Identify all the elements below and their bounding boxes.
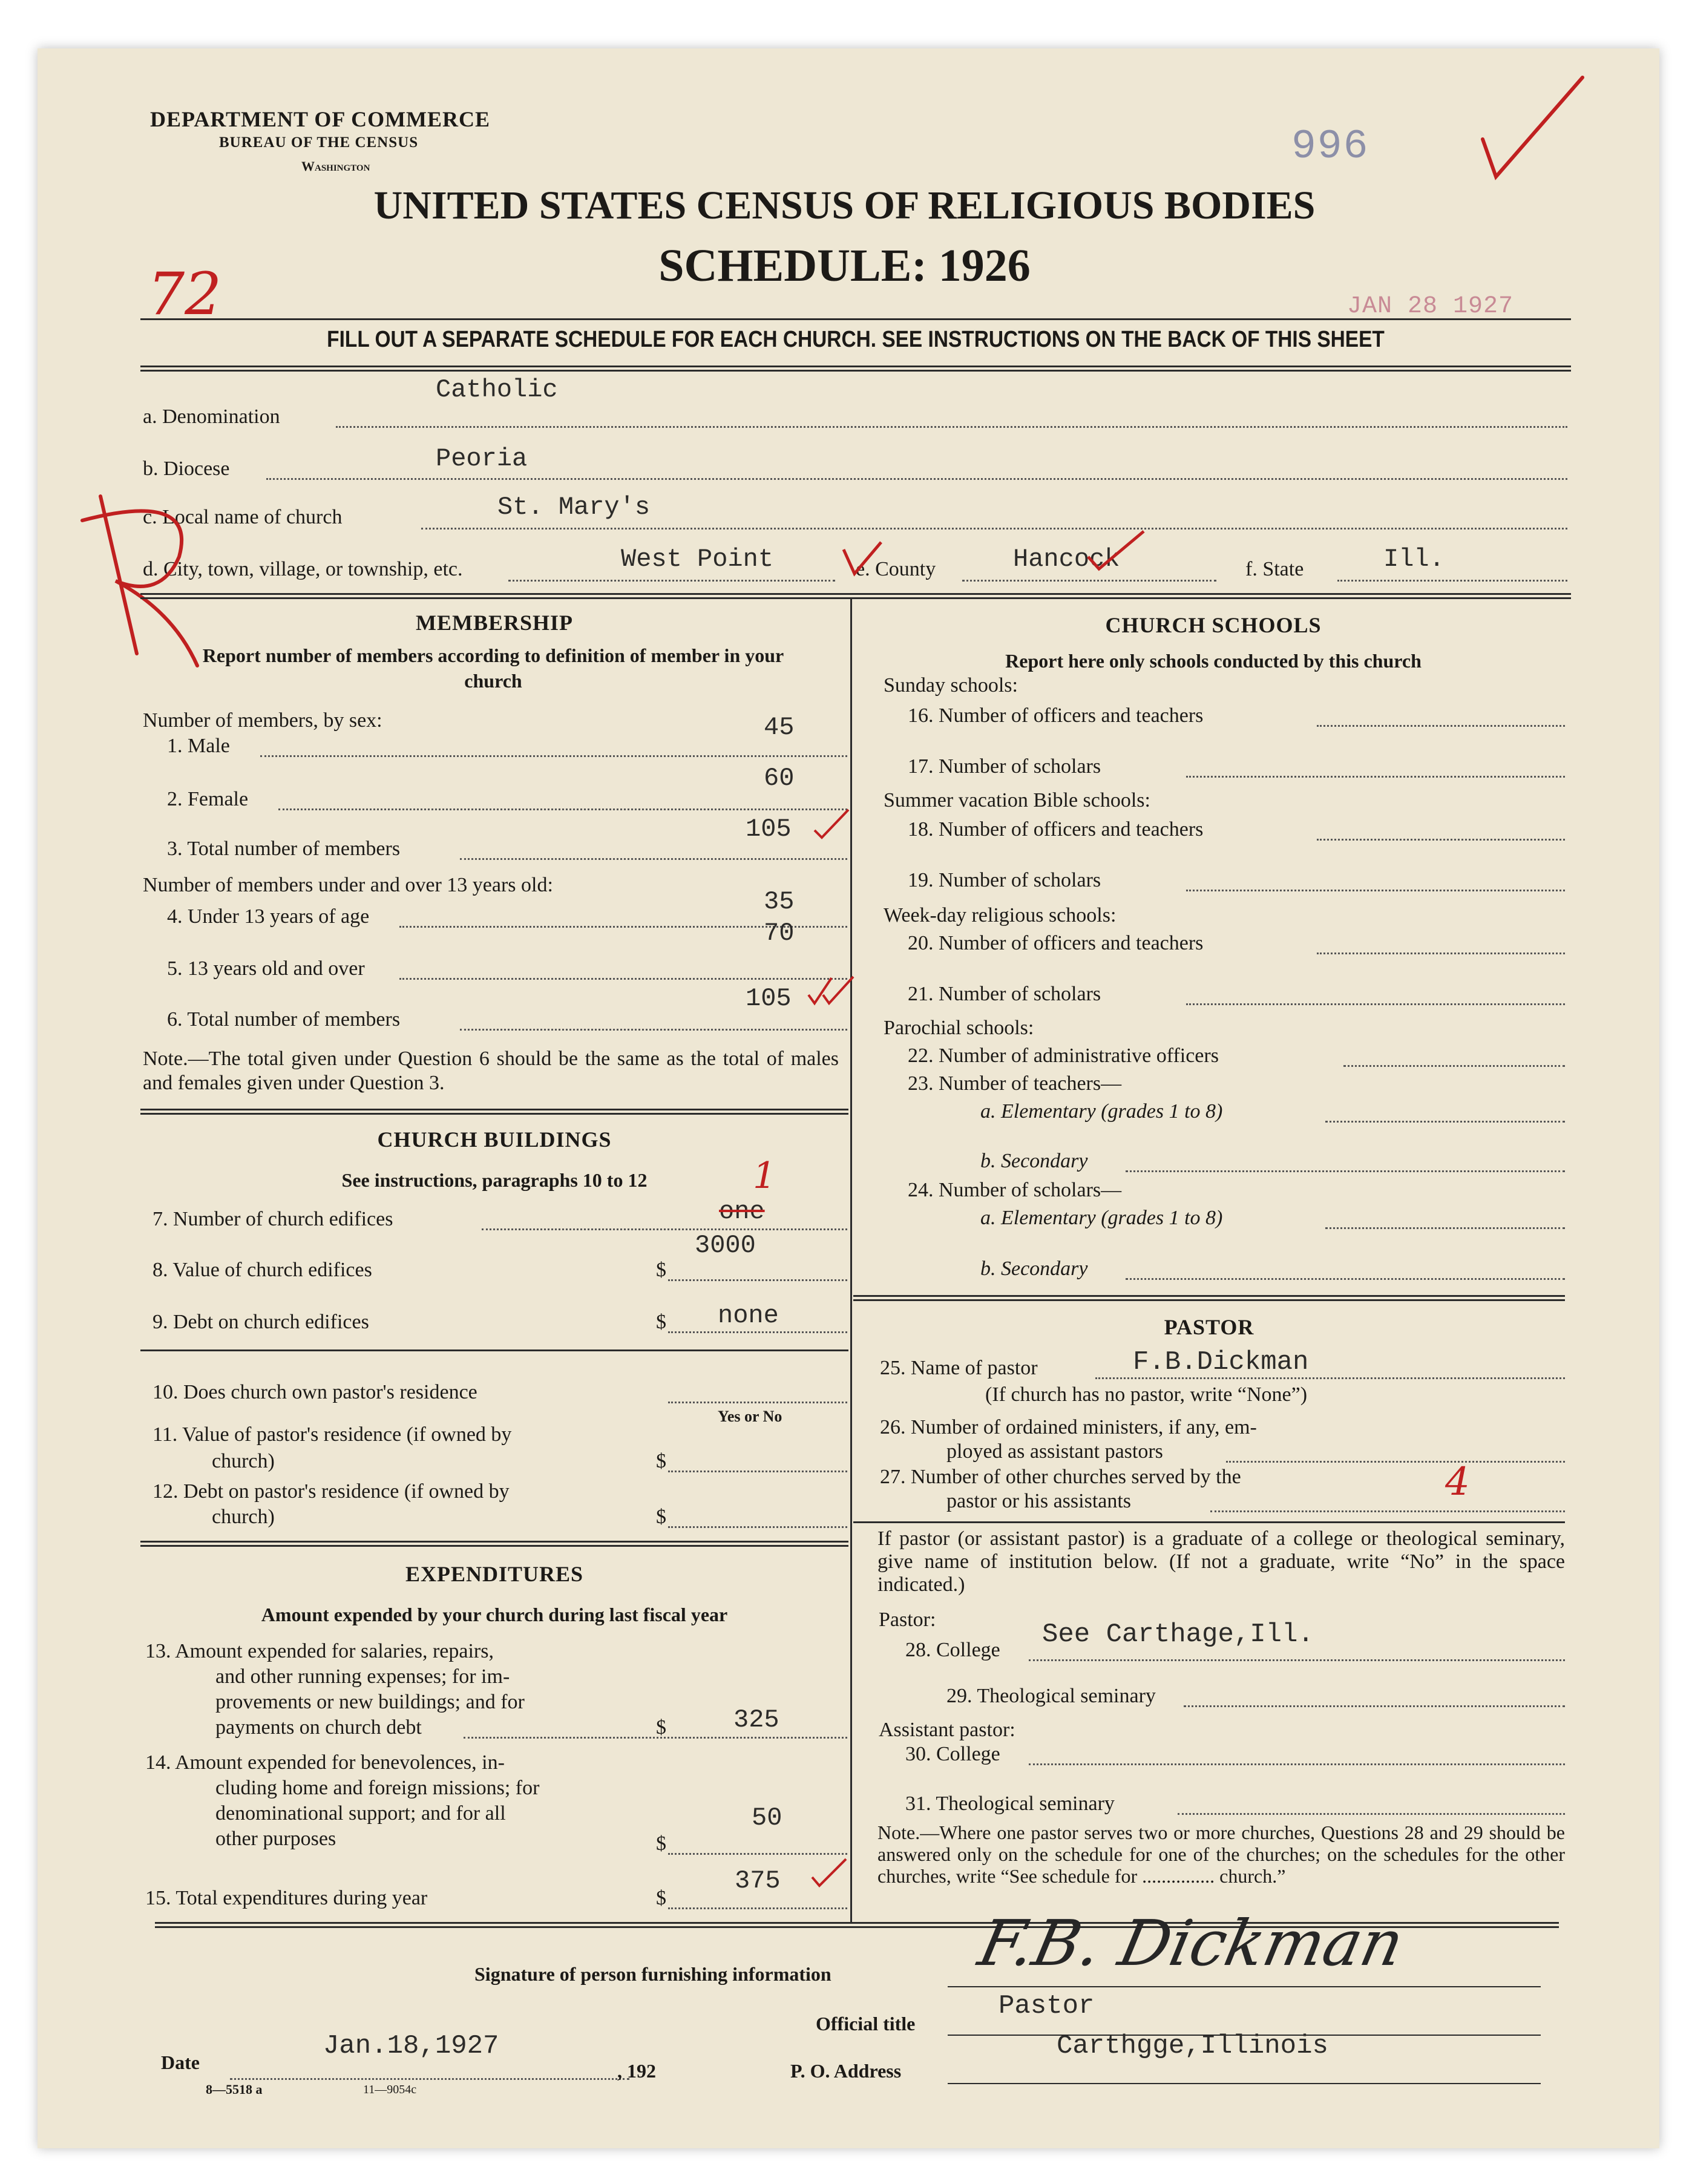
college-line (1029, 1659, 1565, 1661)
hand-written-number: 72 (148, 260, 222, 328)
summer-scholars-line (1186, 890, 1565, 891)
total-expenditures-value[interactable]: 375 (735, 1866, 781, 1895)
scholars-secondary-line (1126, 1278, 1565, 1280)
sunday-teachers-label: 16. Number of officers and teachers (908, 704, 1204, 727)
sunday-schools-label: Sunday schools: (884, 674, 1018, 697)
benevolences-line (668, 1853, 847, 1855)
diocese-label: b. Diocese (143, 457, 230, 480)
pastor-subheading: Pastor: (879, 1608, 936, 1631)
date-value[interactable]: Jan.18,1927 (323, 2031, 499, 2061)
date-line (230, 2078, 629, 2080)
total-expenditures-label: 15. Total expenditures during year (145, 1887, 428, 1909)
church-name-line (421, 528, 1567, 530)
signature-line (948, 1986, 1541, 1987)
members-by-sex-label: Number of members, by sex: (143, 709, 382, 732)
female-line (278, 808, 847, 810)
summer-schools-label: Summer vacation Bible schools: (884, 789, 1150, 812)
signature-label: Signature of person furnishing information (474, 1963, 831, 1985)
edifice-value-label: 8. Value of church edifices (153, 1259, 372, 1281)
assistant-ministers-label: 26. Number of ordained ministers, if any, em- (880, 1416, 1257, 1438)
bureau-city: Washington (301, 159, 370, 174)
assistant-ministers-label-2: ployed as assistant pastors (946, 1440, 1163, 1463)
red-tick-expenditures-icon (808, 1855, 851, 1892)
scholars-label: 24. Number of scholars— (908, 1179, 1122, 1201)
sunday-teachers-line (1317, 725, 1565, 727)
benevolences-value[interactable]: 50 (752, 1803, 782, 1832)
church-name-label: c. Local name of church (143, 506, 343, 528)
over-13-value[interactable]: 70 (764, 919, 795, 948)
scholars-secondary-label: b. Secondary (980, 1258, 1088, 1280)
assistant-seminary-label: 31. Theological seminary (905, 1792, 1115, 1815)
denomination-label: a. Denomination (143, 405, 280, 428)
sunday-scholars-line (1186, 776, 1565, 778)
pastor-name-value[interactable]: F.B.Dickman (1133, 1347, 1309, 1377)
members-by-age-label: Number of members under and over 13 years old: (143, 874, 553, 896)
residence-value-label: 11. Value of pastor's residence (if owned by (153, 1423, 512, 1446)
teachers-label: 23. Number of teachers— (908, 1072, 1122, 1095)
teachers-elementary-label: a. Elementary (grades 1 to 8) (980, 1100, 1223, 1123)
benevolences-label: 14. Amount expended for benevolences, in- (145, 1751, 505, 1774)
official-title-value[interactable]: Pastor (999, 1991, 1095, 2021)
red-double-tick-icon (805, 973, 859, 1009)
weekday-schools-label: Week-day religious schools: (884, 904, 1117, 926)
residence-value-line (668, 1471, 847, 1472)
weekday-scholars-label: 21. Number of scholars (908, 983, 1101, 1005)
total-expenditures-line (668, 1907, 847, 1909)
form-number: 8—5518 a (206, 2082, 263, 2097)
print-number: 11—9054c (363, 2083, 417, 2096)
church-edifices-value[interactable]: one (719, 1197, 765, 1226)
membership-heading: MEMBERSHIP (415, 611, 573, 635)
total-by-age-line (460, 1029, 847, 1031)
county-label: e. County (856, 558, 936, 580)
red-tick-total-icon (811, 806, 853, 842)
schools-heading: CHURCH SCHOOLS (1105, 613, 1322, 637)
rule (140, 318, 1571, 320)
running-expenses-value[interactable]: 325 (733, 1705, 779, 1734)
membership-subheading: Report number of members according to definition of member in your church (202, 644, 784, 692)
rule (140, 1349, 848, 1351)
edifice-debt-value[interactable]: none (718, 1301, 779, 1330)
admin-officers-label: 22. Number of administrative officers (908, 1044, 1219, 1067)
pastor-name-label: 25. Name of pastor (880, 1357, 1038, 1379)
diocese-line (266, 478, 1567, 480)
total-by-age-label: 6. Total number of members (167, 1008, 401, 1031)
male-line (260, 755, 847, 757)
double-rule (140, 1109, 848, 1115)
church-edifices-label: 7. Number of church edifices (153, 1208, 393, 1230)
buildings-subheading: See instructions, paragraphs 10 to 12 (341, 1169, 648, 1191)
state-value[interactable]: Ill. (1383, 545, 1445, 574)
date-label: Date (161, 2051, 200, 2073)
church-edifices-line (482, 1228, 847, 1230)
membership-note: Note.—The total given under Question 6 should be the same as the total of males and females given under Question 3. (143, 1048, 839, 1094)
assistant-college-line (1029, 1763, 1565, 1765)
weekday-scholars-line (1186, 1003, 1565, 1005)
buildings-heading: CHURCH BUILDINGS (377, 1127, 612, 1152)
state-line (1337, 580, 1567, 582)
summer-teachers-label: 18. Number of officers and teachers (908, 818, 1204, 841)
seminary-line (1184, 1705, 1565, 1707)
dollar-sign: $ (656, 1506, 666, 1528)
city-label: d. City, town, village, or township, etc. (143, 558, 463, 580)
total-by-age-value[interactable]: 105 (746, 984, 792, 1013)
pastor-name-hint: (If church has no pastor, write “None”) (985, 1383, 1308, 1406)
edifice-value-line (668, 1279, 847, 1281)
residence-debt-line (668, 1526, 847, 1528)
double-rule (140, 1541, 848, 1547)
scholars-elementary-label: a. Elementary (grades 1 to 8) (980, 1207, 1223, 1229)
dollar-sign: $ (656, 1887, 666, 1909)
teachers-secondary-line (1126, 1170, 1565, 1172)
weekday-teachers-label: 20. Number of officers and teachers (908, 932, 1204, 954)
residence-debt-label-2: church) (212, 1506, 275, 1528)
po-address-label: P. O. Address (790, 2060, 902, 2082)
city-line (508, 580, 835, 582)
running-expenses-label-3: provements or new buildings; and for (215, 1691, 525, 1713)
owns-residence-line (668, 1402, 847, 1403)
running-expenses-label-2: and other running expenses; for im- (215, 1665, 510, 1688)
residence-debt-label: 12. Debt on pastor's residence (if owned by (153, 1480, 510, 1503)
under-13-label: 4. Under 13 years of age (167, 905, 370, 928)
double-rule (140, 366, 1571, 372)
pastor-heading: PASTOR (1164, 1315, 1254, 1339)
red-tick-county-icon (1083, 526, 1150, 575)
weekday-teachers-line (1317, 953, 1565, 954)
graduate-instructions: If pastor (or assistant pastor) is a graduate of a college or theological seminary, give name of institution below. (If not a graduate, write “No” in the space indicated.) (877, 1527, 1565, 1596)
double-rule (140, 593, 1571, 599)
benevolences-label-4: other purposes (215, 1828, 336, 1850)
edifice-debt-line (668, 1331, 847, 1333)
male-value[interactable]: 45 (764, 713, 795, 742)
other-churches-label-2: pastor or his assistants (946, 1490, 1132, 1512)
female-value[interactable]: 60 (764, 764, 795, 793)
column-divider (850, 598, 852, 1923)
college-label: 28. College (905, 1639, 1000, 1661)
schools-subheading: Report here only schools conducted by this church (1005, 650, 1422, 672)
church-name-value[interactable]: St. Mary's (497, 493, 651, 522)
running-expenses-line (464, 1737, 847, 1739)
under-13-value[interactable]: 35 (764, 887, 795, 916)
po-address-line (948, 2083, 1541, 2084)
over-13-label: 5. 13 years old and over (167, 957, 365, 980)
denomination-line (336, 426, 1567, 428)
department-name: DEPARTMENT OF COMMERCE (150, 107, 491, 131)
assistant-pastor-subheading: Assistant pastor: (879, 1719, 1015, 1741)
edifice-debt-label: 9. Debt on church edifices (153, 1311, 369, 1333)
residence-value-label-2: church) (212, 1450, 275, 1472)
county-line (962, 580, 1216, 582)
diocese-value[interactable]: Peoria (436, 444, 528, 473)
sunday-scholars-label: 17. Number of scholars (908, 755, 1101, 778)
benevolences-label-2: cluding home and foreign missions; for (215, 1777, 540, 1799)
over-13-line (399, 978, 847, 980)
rule (853, 1521, 1565, 1523)
benevolences-label-3: denominational support; and for all (215, 1802, 506, 1825)
running-expenses-label-4: payments on church debt (215, 1716, 422, 1739)
city-value[interactable]: West Point (621, 545, 774, 574)
owns-residence-label: 10. Does church own pastor's residence (153, 1381, 477, 1403)
scholars-elementary-line (1325, 1227, 1565, 1229)
other-churches-value[interactable]: 4 (1445, 1460, 1470, 1504)
instruction-banner: FILL OUT A SEPARATE SCHEDULE FOR EACH CHURCH. SEE INSTRUCTIONS ON THE BACK OF THIS SHEET (327, 327, 1385, 352)
total-members-value[interactable]: 105 (746, 815, 792, 844)
summer-teachers-line (1317, 839, 1565, 841)
red-check-mark-icon (1471, 73, 1592, 188)
expenditures-subheading: Amount expended by your church during last fiscal year (261, 1604, 728, 1625)
dollar-sign: $ (656, 1832, 666, 1855)
double-rule (853, 1295, 1565, 1301)
po-address-value[interactable]: Carthgge,Illinois (1057, 2031, 1328, 2061)
admin-officers-line (1343, 1065, 1565, 1067)
expenditures-heading: EXPENDITURES (405, 1562, 584, 1586)
dollar-sign: $ (656, 1716, 666, 1739)
running-expenses-label: 13. Amount expended for salaries, repairs, (145, 1640, 494, 1662)
male-label: 1. Male (167, 735, 230, 757)
summer-scholars-label: 19. Number of scholars (908, 869, 1101, 891)
total-members-label: 3. Total number of members (167, 838, 401, 860)
dollar-sign: $ (656, 1311, 666, 1333)
female-label: 2. Female (167, 788, 249, 810)
bureau-name: BUREAU OF THE CENSUS (219, 134, 419, 151)
county-value[interactable]: Hancock (1013, 545, 1120, 574)
other-churches-line (1210, 1510, 1565, 1512)
signature: F.B. Dickman (972, 1906, 1411, 1980)
parochial-schools-label: Parochial schools: (884, 1017, 1034, 1039)
yes-no-hint: Yes or No (718, 1408, 782, 1425)
received-date-stamp: JAN 28 1927 (1347, 293, 1514, 320)
teachers-secondary-label: b. Secondary (980, 1150, 1088, 1172)
assistant-seminary-line (1178, 1813, 1565, 1815)
schedule-title: SCHEDULE: 1926 (658, 240, 1031, 291)
pastor-note: Note.—Where one pastor serves two or more churches, Questions 28 and 29 should be answered only on the schedule for one of the churches; on the schedules for the other churches, write “See schedule for ............... church.” (877, 1822, 1565, 1887)
hand-note-one: 1 (753, 1155, 776, 1197)
other-churches-label: 27. Number of other churches served by the (880, 1466, 1241, 1488)
pastor-name-line (1095, 1377, 1565, 1379)
total-members-line (460, 858, 847, 860)
document-title: UNITED STATES CENSUS OF RELIGIOUS BODIES (373, 183, 1316, 228)
year-suffix: , 192 (617, 2060, 656, 2082)
denomination-value[interactable]: Catholic (436, 375, 558, 404)
state-label: f. State (1245, 558, 1304, 580)
seminary-label: 29. Theological seminary (946, 1685, 1156, 1707)
assistant-college-label: 30. College (905, 1743, 1000, 1765)
assistant-ministers-line (1226, 1461, 1565, 1463)
teachers-elementary-line (1325, 1121, 1565, 1123)
dollar-sign: $ (656, 1450, 666, 1472)
official-title-label: Official title (816, 2013, 916, 2035)
dollar-sign: $ (656, 1259, 666, 1281)
serial-number: 996 (1291, 123, 1369, 170)
red-tick-city-icon (839, 537, 887, 580)
edifice-value-value[interactable]: 3000 (695, 1231, 756, 1260)
college-value[interactable]: See Carthage,Ill. (1042, 1619, 1314, 1650)
